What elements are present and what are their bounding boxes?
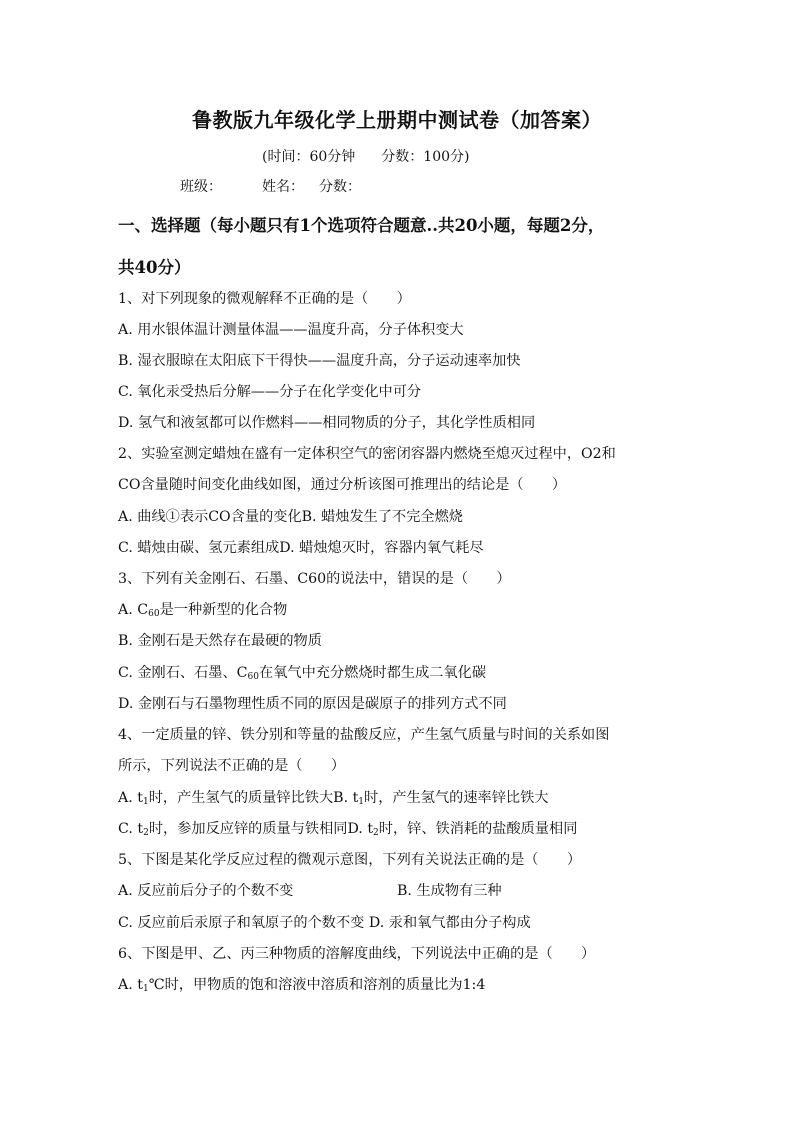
q6-option-a: A. $t_1℃$时，甲物质的饱和溶液中溶质和溶剂的质量比为1:4	[118, 977, 486, 994]
score-label: 分数：	[319, 179, 361, 195]
time-limit: (时间：60分钟	[262, 149, 356, 165]
q3-option-a: A. $C_{60}$是一种新型的化合物	[118, 602, 288, 619]
q5-option-b: B. 生成物有三种	[397, 883, 502, 899]
q1-stem: 1、对下列现象的微观解释不正确的是（ ）	[118, 291, 411, 307]
student-info	[180, 176, 361, 196]
q3-option-b: B. 金刚石是天然存在最硬的物质	[118, 633, 322, 649]
q1-option-d: D. 氢气和液氢都可以作燃料——相同物质的分子，其化学性质相同	[118, 415, 536, 431]
q1-option-c: C. 氧化汞受热后分解——分子在化学变化中可分	[118, 384, 422, 400]
q5-options-cd: C. 反应前后汞原子和氧原子的个数不变 D. 汞和氧气都由分子构成	[118, 915, 531, 931]
q4-options-ab: A. $t_1$时，产生氢气的质量锌比铁大B. $t_1$时，产生氢气的速率锌比铁大	[118, 790, 549, 807]
page-title: 鲁教版九年级化学上册期中测试卷（加答案）	[192, 108, 602, 132]
q1-option-a: A. 用水银体温计测量体温——温度升高，分子体积变大	[118, 322, 464, 338]
q3-stem: 3、下列有关金刚石、石墨、C60的说法中，错误的是（ ）	[118, 571, 511, 587]
q3-option-d: D. 金刚石与石墨物理性质不同的原因是碳原子的排列方式不同	[118, 696, 507, 712]
q6-stem: 6、下图是甲、乙、丙三种物质的溶解度曲线，下列说法中正确的是（ ）	[118, 946, 596, 962]
name-label: 姓名：	[262, 179, 304, 195]
total-score: 分数：100分)	[381, 149, 470, 165]
q2-options-ab: A. 曲线①表示CO含量的变化B. 蜡烛发生了不完全燃烧	[118, 509, 463, 525]
q4-options-cd: C. $t_2$时，参加反应锌的质量与铁相同D. $t_2$时，锌、铁消耗的盐酸质量相同	[118, 821, 578, 838]
class-label: 班级：	[180, 179, 222, 195]
q5-stem: 5、下图是某化学反应过程的微观示意图，下列有关说法正确的是（ ）	[118, 852, 582, 868]
q2-stem-line1: 2、实验室测定蜡烛在盛有一定体积空气的密闭容器内燃烧至熄灭过程中，O2和	[118, 446, 616, 462]
q4-stem-line1: 4、一定质量的锌、铁分别和等量的盐酸反应，产生氢气质量与时间的关系如图	[118, 727, 610, 743]
q2-options-cd: C. 蜡烛由碳、氢元素组成D. 蜡烛熄灭时，容器内氧气耗尽	[118, 540, 484, 556]
q4-stem-line2: 所示，下列说法不正确的是（ ）	[118, 758, 346, 774]
q5-option-a: A. 反应前后分子的个数不变	[118, 883, 294, 899]
section-heading-line2: 共40分）	[118, 258, 191, 277]
q1-option-b: B. 湿衣服晾在太阳底下干得快——温度升高，分子运动速率加快	[118, 353, 521, 369]
q3-option-c: C. 金刚石、石墨、$C_{60}$在氧气中充分燃烧时都生成二氧化碳	[118, 665, 487, 682]
exam-meta	[262, 146, 469, 166]
section-heading-line1: 一、选择题（每小题只有1个选项符合题意..共20小题，每题2分，	[118, 216, 605, 235]
q2-stem-line2: CO含量随时间变化曲线如图，通过分析该图可推理出的结论是（ ）	[118, 477, 567, 493]
